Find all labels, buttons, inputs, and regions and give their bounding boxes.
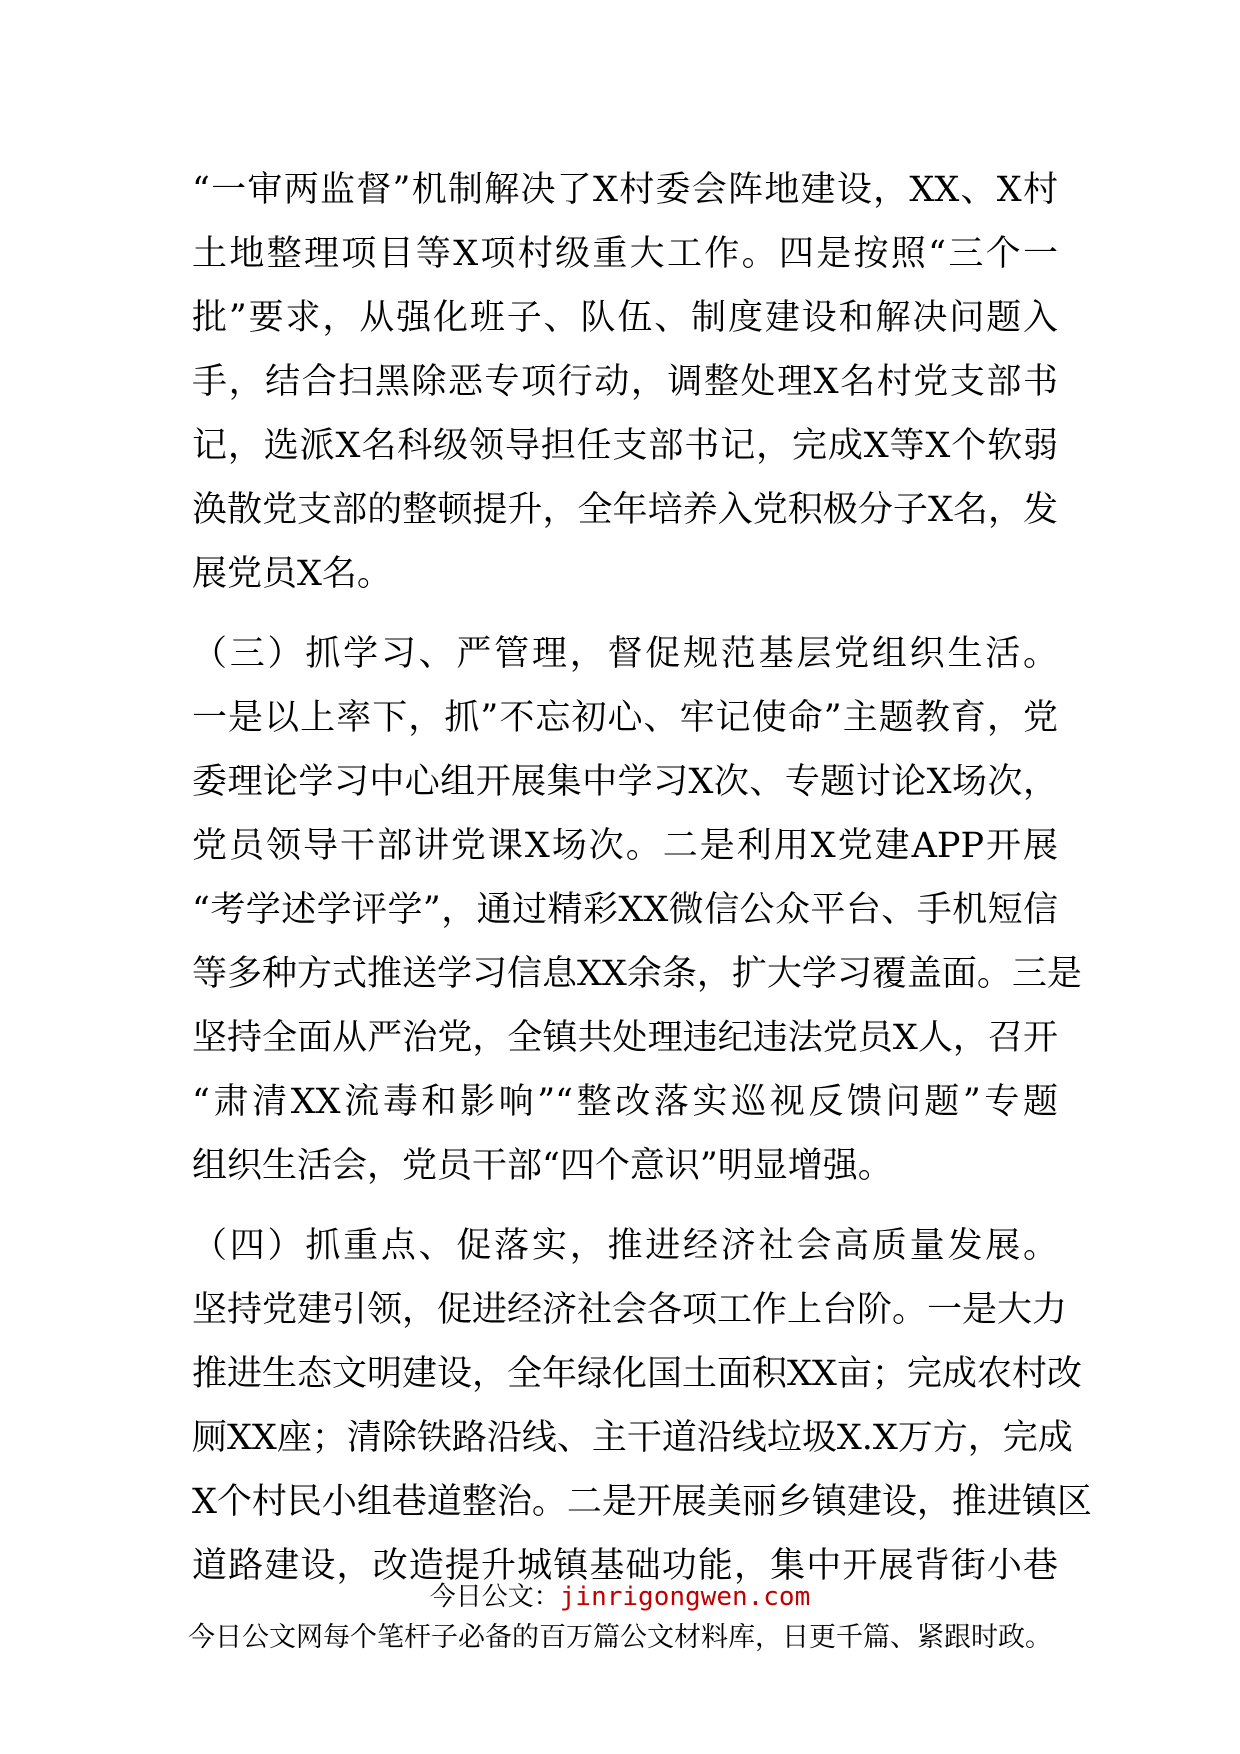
- document-body: [192, 158, 1092, 1598]
- text-line: “考学述学评学”，通过精彩XX微信公众平台、手机短信: [192, 890, 1058, 930]
- text-line: 推进生态文明建设，全年绿化国土面积XX亩；完成农村改: [192, 1354, 1082, 1394]
- footer-slogan: 今日公文网每个笔杆子必备的百万篇公文材料库，日更千篇、紧跟时政。: [188, 1622, 1052, 1653]
- footer-site-label: 今日公文：: [429, 1582, 560, 1612]
- section-heading-4: （四）抓重点、促落实，推进经济社会高质量发展。: [192, 1226, 1058, 1266]
- text-line: 厕XX座；清除铁路沿线、主干道沿线垃圾X.X万方，完成: [192, 1418, 1073, 1458]
- section-heading-3: （三）抓学习、严管理，督促规范基层党组织生活。: [192, 634, 1058, 674]
- text-line: 等多种方式推送学习信息XX余条，扩大学习覆盖面。三是: [192, 954, 1082, 994]
- footer-site-line: [0, 1580, 1240, 1614]
- text-line: X个村民小组巷道整治。二是开展美丽乡镇建设，推进镇区: [192, 1482, 1092, 1522]
- text-line: 坚持党建引领，促进经济社会各项工作上台阶。一是大力: [192, 1290, 1068, 1330]
- text-line: 展党员X名。: [192, 554, 392, 594]
- text-line: 记，选派X名科级领导担任支部书记，完成X等X个软弱: [192, 426, 1058, 466]
- text-line: “肃清XX流毒和影响”“整改落实巡视反馈问题”专题: [192, 1082, 1058, 1122]
- text-line: 道路建设，改造提升城镇基础功能，集中开展背街小巷: [192, 1546, 1058, 1586]
- text-line: 党员领导干部讲党课X场次。二是利用X党建APP开展: [192, 826, 1058, 866]
- text-line: “一审两监督”机制解决了X村委会阵地建设，XX、X村: [192, 170, 1058, 210]
- text-line: 组织生活会，党员干部“四个意识”明显增强。: [192, 1146, 893, 1186]
- text-line: 批”要求，从强化班子、队伍、制度建设和解决问题入: [192, 298, 1058, 338]
- text-line: 土地整理项目等X项村级重大工作。四是按照“三个一: [192, 234, 1058, 274]
- text-line: 手，结合扫黑除恶专项行动，调整处理X名村党支部书: [192, 362, 1058, 402]
- text-line: 坚持全面从严治党，全镇共处理违纪违法党员X人，召开: [192, 1018, 1058, 1058]
- text-line: 一是以上率下，抓”不忘初心、牢记使命”主题教育，党: [192, 698, 1058, 738]
- text-line: 委理论学习中心组开展集中学习X次、专题讨论X场次，: [192, 762, 1058, 802]
- footer-site-link[interactable]: jinrigongwen.com: [559, 1582, 811, 1612]
- text-line: 涣散党支部的整顿提升，全年培养入党积极分子X名，发: [192, 490, 1058, 530]
